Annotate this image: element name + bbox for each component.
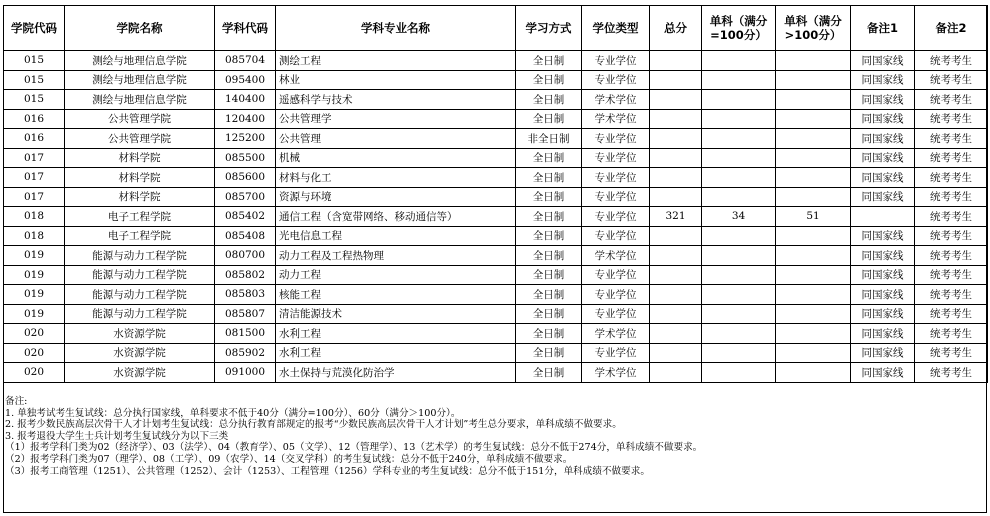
major-name-cell: 测绘工程: [276, 51, 516, 71]
single-100-cell: [702, 363, 776, 383]
single-100-cell: [702, 168, 776, 188]
college-name-cell: 测绘与地理信息学院: [65, 51, 215, 71]
study-mode-cell: 全日制: [516, 187, 582, 207]
single-over-100-cell: [776, 168, 851, 188]
college-code-cell: 017: [4, 168, 65, 188]
remark-2-cell: 统考考生: [915, 129, 988, 149]
college-name-cell: 水资源学院: [65, 324, 215, 344]
total-score-cell: [650, 51, 702, 71]
total-score-cell: [650, 90, 702, 110]
total-score-cell: 321: [650, 207, 702, 227]
college-name-cell: 材料学院: [65, 148, 215, 168]
total-score-cell: [650, 265, 702, 285]
subject-code-cell: 085402: [215, 207, 276, 227]
remark-2-cell: 统考考生: [915, 285, 988, 305]
subject-code-cell: 125200: [215, 129, 276, 149]
table-row: [4, 265, 988, 285]
study-mode-cell: 全日制: [516, 343, 582, 363]
remark-2-cell: 统考考生: [915, 168, 988, 188]
study-mode-cell: 全日制: [516, 70, 582, 90]
remark-2-cell: 统考考生: [915, 343, 988, 363]
subject-code-cell: 120400: [215, 109, 276, 129]
remark-2-cell: 统考考生: [915, 109, 988, 129]
total-score-cell: [650, 285, 702, 305]
major-name-cell: 机械: [276, 148, 516, 168]
college-name-cell: 能源与动力工程学院: [65, 265, 215, 285]
remark-2-cell: 统考考生: [915, 304, 988, 324]
study-mode-cell: 全日制: [516, 363, 582, 383]
table-row: [4, 168, 988, 188]
single-over-100-cell: [776, 304, 851, 324]
subject-code-cell: 085600: [215, 168, 276, 188]
degree-type-cell: 专业学位: [582, 129, 650, 149]
single-100-cell: [702, 187, 776, 207]
remark-1-cell: 同国家线: [851, 246, 915, 266]
header-single-100: 单科（满分=100分）: [702, 6, 776, 51]
single-100-cell: [702, 285, 776, 305]
study-mode-cell: 全日制: [516, 148, 582, 168]
subject-code-cell: 085408: [215, 226, 276, 246]
single-over-100-cell: [776, 246, 851, 266]
notes-title: 备注:: [5, 396, 28, 407]
subject-code-cell: 081500: [215, 324, 276, 344]
subject-code-cell: 085902: [215, 343, 276, 363]
remark-2-cell: 统考考生: [915, 226, 988, 246]
remark-1-cell: 同国家线: [851, 304, 915, 324]
note-line: 2. 报考少数民族高层次骨干人才计划考生复试线：总分执行教育部规定的报考“少数民族高层次骨干人才计划”考生总分要求，单科成绩不做要求。: [5, 419, 622, 431]
major-name-cell: 清洁能源技术: [276, 304, 516, 324]
single-over-100-cell: 51: [776, 207, 851, 227]
total-score-cell: [650, 129, 702, 149]
college-code-cell: 015: [4, 70, 65, 90]
degree-type-cell: 学术学位: [582, 90, 650, 110]
header-remark-1: 备注1: [851, 6, 915, 51]
subject-code-cell: 080700: [215, 246, 276, 266]
degree-type-cell: 学术学位: [582, 324, 650, 344]
remark-1-cell: 同国家线: [851, 51, 915, 71]
single-over-100-cell: [776, 109, 851, 129]
major-name-cell: 遥感科学与技术: [276, 90, 516, 110]
college-code-cell: 016: [4, 129, 65, 149]
header-subject-code: 学科代码: [215, 6, 276, 51]
college-code-cell: 019: [4, 265, 65, 285]
major-name-cell: 动力工程: [276, 265, 516, 285]
college-name-cell: 电子工程学院: [65, 207, 215, 227]
table-row: [4, 226, 988, 246]
remark-1-cell: 同国家线: [851, 129, 915, 149]
subject-code-cell: 091000: [215, 363, 276, 383]
study-mode-cell: 全日制: [516, 207, 582, 227]
note-line: （1）报考学科门类为02（经济学）、03（法学）、04（教育学）、05（文学）、12（管理学）、13（艺术学）的考生复试线：总分不低于274分，单科成绩不做要求。: [5, 442, 703, 454]
header-total-score: 总分: [650, 6, 702, 51]
single-over-100-cell: [776, 187, 851, 207]
total-score-cell: [650, 226, 702, 246]
college-code-cell: 017: [4, 148, 65, 168]
table-row: [4, 148, 988, 168]
single-over-100-cell: [776, 148, 851, 168]
total-score-cell: [650, 168, 702, 188]
remark-2-cell: 统考考生: [915, 324, 988, 344]
major-name-cell: 林业: [276, 70, 516, 90]
major-name-cell: 动力工程及工程热物理: [276, 246, 516, 266]
remark-1-cell: 同国家线: [851, 109, 915, 129]
table-row: [4, 343, 988, 363]
notes-section: [5, 396, 980, 477]
degree-type-cell: 学术学位: [582, 246, 650, 266]
study-mode-cell: 全日制: [516, 51, 582, 71]
subject-code-cell: 085807: [215, 304, 276, 324]
college-code-cell: 020: [4, 343, 65, 363]
header-single-over-100: 单科（满分>100分）: [776, 6, 851, 51]
single-over-100-cell: [776, 363, 851, 383]
remark-2-cell: 统考考生: [915, 148, 988, 168]
single-100-cell: 34: [702, 207, 776, 227]
single-100-cell: [702, 304, 776, 324]
remark-2-cell: 统考考生: [915, 265, 988, 285]
subject-code-cell: 085803: [215, 285, 276, 305]
degree-type-cell: 专业学位: [582, 148, 650, 168]
major-name-cell: 水土保持与荒漠化防治学: [276, 363, 516, 383]
subject-code-cell: 085802: [215, 265, 276, 285]
college-code-cell: 016: [4, 109, 65, 129]
degree-type-cell: 专业学位: [582, 207, 650, 227]
major-name-cell: 水利工程: [276, 343, 516, 363]
remark-1-cell: 同国家线: [851, 148, 915, 168]
college-name-cell: 测绘与地理信息学院: [65, 90, 215, 110]
subject-code-cell: 095400: [215, 70, 276, 90]
study-mode-cell: 全日制: [516, 109, 582, 129]
single-over-100-cell: [776, 226, 851, 246]
college-name-cell: 电子工程学院: [65, 226, 215, 246]
single-100-cell: [702, 324, 776, 344]
note-line: 3. 报考退役大学生士兵计划考生复试线分为以下三类: [5, 430, 229, 442]
single-over-100-cell: [776, 265, 851, 285]
note-line: 1. 单独考试考生复试线：总分执行国家线，单科要求不低于40分（满分=100分）、60分（满分＞100分）。: [5, 407, 461, 419]
college-code-cell: 019: [4, 304, 65, 324]
subject-code-cell: 085500: [215, 148, 276, 168]
header-college-code: 学院代码: [4, 6, 65, 51]
total-score-cell: [650, 324, 702, 344]
study-mode-cell: 全日制: [516, 285, 582, 305]
college-code-cell: 020: [4, 324, 65, 344]
study-mode-cell: 非全日制: [516, 129, 582, 149]
total-score-cell: [650, 304, 702, 324]
degree-type-cell: 专业学位: [582, 304, 650, 324]
total-score-cell: [650, 109, 702, 129]
subject-code-cell: 140400: [215, 90, 276, 110]
single-100-cell: [702, 90, 776, 110]
single-100-cell: [702, 148, 776, 168]
remark-1-cell: 同国家线: [851, 90, 915, 110]
college-code-cell: 018: [4, 207, 65, 227]
college-name-cell: 测绘与地理信息学院: [65, 70, 215, 90]
degree-type-cell: 专业学位: [582, 70, 650, 90]
single-over-100-cell: [776, 343, 851, 363]
single-over-100-cell: [776, 70, 851, 90]
major-name-cell: 公共管理学: [276, 109, 516, 129]
college-code-cell: 017: [4, 187, 65, 207]
degree-type-cell: 学术学位: [582, 109, 650, 129]
remark-2-cell: 统考考生: [915, 187, 988, 207]
remark-2-cell: 统考考生: [915, 90, 988, 110]
single-over-100-cell: [776, 90, 851, 110]
single-100-cell: [702, 109, 776, 129]
major-name-cell: 公共管理: [276, 129, 516, 149]
degree-type-cell: 专业学位: [582, 265, 650, 285]
remark-1-cell: 同国家线: [851, 187, 915, 207]
single-over-100-cell: [776, 51, 851, 71]
college-name-cell: 公共管理学院: [65, 109, 215, 129]
remark-1-cell: [851, 207, 915, 227]
single-100-cell: [702, 246, 776, 266]
major-name-cell: 通信工程（含宽带网络、移动通信等）: [276, 207, 516, 227]
remark-1-cell: 同国家线: [851, 285, 915, 305]
single-over-100-cell: [776, 129, 851, 149]
degree-type-cell: 专业学位: [582, 168, 650, 188]
table-row: [4, 90, 988, 110]
major-name-cell: 光电信息工程: [276, 226, 516, 246]
table-row: [4, 207, 988, 227]
degree-type-cell: 专业学位: [582, 285, 650, 305]
remark-2-cell: 统考考生: [915, 51, 988, 71]
college-name-cell: 能源与动力工程学院: [65, 304, 215, 324]
college-code-cell: 015: [4, 51, 65, 71]
major-name-cell: 资源与环境: [276, 187, 516, 207]
note-line: （2）报考学科门类为07（理学）、08（工学）、09（农学）、14（交叉学科）的考生复试线：总分不低于240分，单科成绩不做要求。: [5, 453, 573, 465]
header-remark-2: 备注2: [915, 6, 988, 51]
major-name-cell: 水利工程: [276, 324, 516, 344]
total-score-cell: [650, 148, 702, 168]
remark-1-cell: 同国家线: [851, 70, 915, 90]
remark-1-cell: 同国家线: [851, 265, 915, 285]
remark-2-cell: 统考考生: [915, 70, 988, 90]
header-college-name: 学院名称: [65, 6, 215, 51]
major-name-cell: 材料与化工: [276, 168, 516, 188]
college-code-cell: 015: [4, 90, 65, 110]
college-name-cell: 水资源学院: [65, 363, 215, 383]
single-100-cell: [702, 70, 776, 90]
college-code-cell: 019: [4, 246, 65, 266]
study-mode-cell: 全日制: [516, 304, 582, 324]
college-name-cell: 公共管理学院: [65, 129, 215, 149]
college-name-cell: 材料学院: [65, 168, 215, 188]
cutoff-score-table: [3, 5, 988, 383]
header-row: [4, 6, 988, 51]
study-mode-cell: 全日制: [516, 324, 582, 344]
degree-type-cell: 学术学位: [582, 363, 650, 383]
study-mode-cell: 全日制: [516, 168, 582, 188]
single-100-cell: [702, 265, 776, 285]
subject-code-cell: 085704: [215, 51, 276, 71]
table-row: [4, 285, 988, 305]
remark-1-cell: 同国家线: [851, 168, 915, 188]
table-row: [4, 109, 988, 129]
table-row: [4, 304, 988, 324]
degree-type-cell: 专业学位: [582, 343, 650, 363]
remark-1-cell: 同国家线: [851, 363, 915, 383]
remark-1-cell: 同国家线: [851, 343, 915, 363]
table-row: [4, 70, 988, 90]
college-name-cell: 材料学院: [65, 187, 215, 207]
header-study-mode: 学习方式: [516, 6, 582, 51]
table-row: [4, 51, 988, 71]
study-mode-cell: 全日制: [516, 265, 582, 285]
table-row: [4, 363, 988, 383]
study-mode-cell: 全日制: [516, 226, 582, 246]
remark-2-cell: 统考考生: [915, 207, 988, 227]
total-score-cell: [650, 246, 702, 266]
single-100-cell: [702, 343, 776, 363]
single-over-100-cell: [776, 285, 851, 305]
table-body: [4, 51, 988, 383]
single-100-cell: [702, 51, 776, 71]
total-score-cell: [650, 70, 702, 90]
header-degree-type: 学位类型: [582, 6, 650, 51]
table-row: [4, 324, 988, 344]
degree-type-cell: 专业学位: [582, 51, 650, 71]
total-score-cell: [650, 343, 702, 363]
college-name-cell: 能源与动力工程学院: [65, 246, 215, 266]
remark-2-cell: 统考考生: [915, 363, 988, 383]
header-major-name: 学科专业名称: [276, 6, 516, 51]
single-100-cell: [702, 226, 776, 246]
study-mode-cell: 全日制: [516, 246, 582, 266]
subject-code-cell: 085700: [215, 187, 276, 207]
single-100-cell: [702, 129, 776, 149]
table-row: [4, 246, 988, 266]
total-score-cell: [650, 363, 702, 383]
table-row: [4, 129, 988, 149]
degree-type-cell: 专业学位: [582, 226, 650, 246]
total-score-cell: [650, 187, 702, 207]
college-name-cell: 水资源学院: [65, 343, 215, 363]
remark-1-cell: 同国家线: [851, 324, 915, 344]
degree-type-cell: 专业学位: [582, 187, 650, 207]
table-row: [4, 187, 988, 207]
single-over-100-cell: [776, 324, 851, 344]
remark-2-cell: 统考考生: [915, 246, 988, 266]
note-line: （3）报考工商管理（1251）、公共管理（1252）、会计（1253）、工程管理（1256）学科专业的考生复试线：总分不低于151分，单科成绩不做要求。: [5, 465, 650, 477]
study-mode-cell: 全日制: [516, 90, 582, 110]
college-code-cell: 019: [4, 285, 65, 305]
remark-1-cell: 同国家线: [851, 226, 915, 246]
college-code-cell: 018: [4, 226, 65, 246]
college-code-cell: 020: [4, 363, 65, 383]
college-name-cell: 能源与动力工程学院: [65, 285, 215, 305]
major-name-cell: 核能工程: [276, 285, 516, 305]
